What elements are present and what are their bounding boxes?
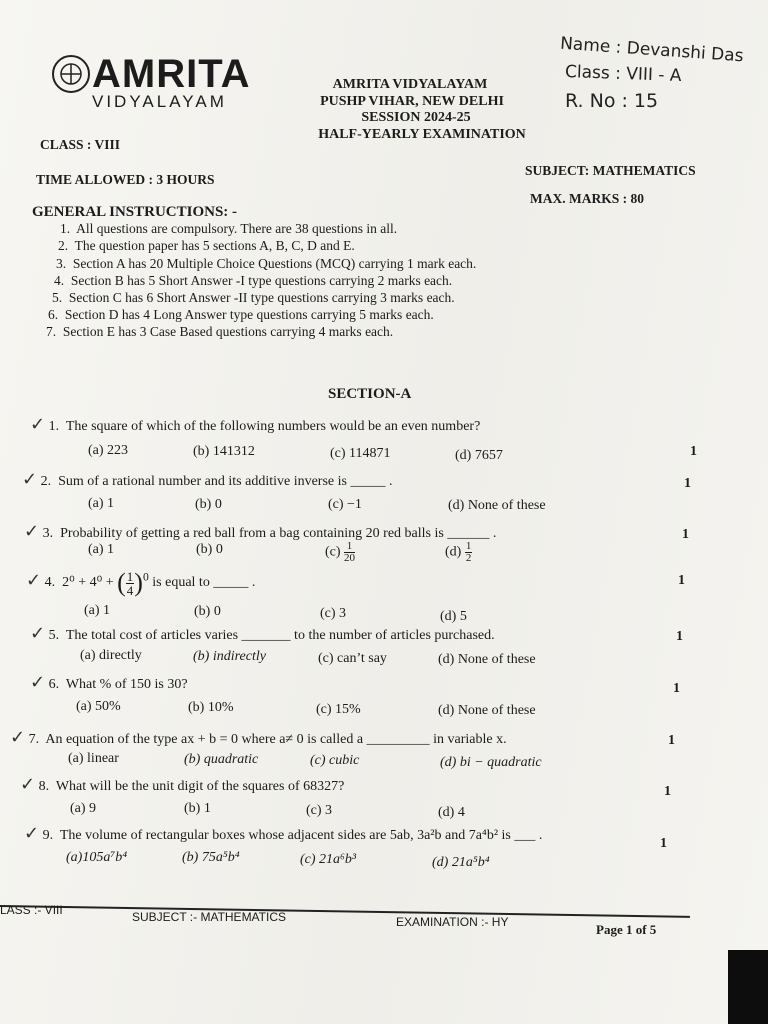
option: (d) 7657 (455, 448, 503, 463)
school-address: PUSHP VIHAR, NEW DELHI (320, 94, 504, 109)
student-roll: R. No : 15 (565, 90, 659, 112)
option: (a)105a⁷b⁴ (66, 850, 128, 865)
option: (d) None of these (438, 652, 536, 667)
student-class: Class : VIII - A (564, 61, 682, 87)
marks: 1 (668, 733, 675, 748)
page-number: Page 1 of 5 (596, 922, 657, 937)
question-7: ✓ 7. An equation of the type ax + b = 0 where a≠ 0 is called a _________ in variable x. (10, 727, 507, 748)
option: (b) 1 (184, 801, 211, 816)
footer-class: LASS :- VIII (0, 903, 63, 917)
question-3: ✓ 3. Probability of getting a red ball from a bag containing 20 red balls is ______ . (24, 521, 497, 542)
logo-subtitle: VIDYALAYAM (92, 92, 227, 111)
school-emblem-icon (50, 52, 92, 96)
option: (c) 15% (316, 702, 361, 717)
check-mark-icon: ✓ (24, 521, 40, 542)
footer-subject: SUBJECT :- MATHEMATICS (132, 910, 287, 924)
instruction-item: 2. The question paper has 5 sections A, B, C, D and E. (58, 238, 355, 253)
question-6: ✓ 6. What % of 150 is 30? (30, 672, 188, 693)
option: (b) 0 (196, 542, 223, 557)
option: (b) 75a⁵b⁴ (182, 850, 240, 865)
option: (d) None of these (438, 703, 536, 718)
option: (b) 10% (188, 700, 234, 715)
option: (c) $\frac{1}{20}$ (325, 540, 356, 564)
logo-title: AMRITA (92, 52, 251, 96)
option: (c) −1 (328, 497, 362, 512)
option: (b) 141312 (193, 444, 255, 459)
marks: 1 (664, 784, 671, 799)
option: (a) 1 (88, 542, 115, 557)
instruction-item: 7. Section E has 3 Case Based questions carrying 4 marks each. (46, 324, 394, 339)
section-title: SECTION-A (328, 386, 412, 402)
question-2: ✓ 2. Sum of a rational number and its additive inverse is _____ . (22, 469, 393, 490)
check-mark-icon: ✓ (30, 414, 46, 435)
marks: 1 (673, 681, 680, 696)
marks: 1 (684, 476, 691, 491)
time-allowed: TIME ALLOWED : 3 HOURS (36, 172, 215, 187)
option: (a) 50% (76, 699, 121, 714)
option: (d) 21a⁵b⁴ (432, 855, 490, 870)
background-edge (728, 950, 768, 1024)
option: (b) 0 (195, 497, 222, 512)
question-1: ✓ 1. The square of which of the following numbers would be an even number? (30, 414, 481, 435)
option: (c) 3 (320, 606, 347, 621)
check-mark-icon: ✓ (30, 623, 46, 644)
instruction-item: 3. Section A has 20 Multiple Choice Questions (MCQ) carrying 1 mark each. (56, 256, 477, 271)
student-name: Name : Devanshi Das (559, 33, 745, 67)
exam-title: HALF-YEARLY EXAMINATION (318, 127, 526, 142)
option: (c) 21a⁶b³ (300, 852, 357, 867)
school-name: AMRITA VIDYALAYAM (332, 77, 488, 92)
option: (c) can’t say (318, 651, 387, 666)
question-9: ✓ 9. The volume of rectangular boxes whose adjacent sides are 5ab, 3a²b and 7a⁴b² is ___ . (24, 823, 543, 844)
check-mark-icon: ✓ (20, 774, 36, 795)
marks: 1 (678, 573, 685, 588)
option: (a) 1 (88, 496, 115, 511)
option: (d) None of these (448, 498, 546, 513)
subject-label: SUBJECT: MATHEMATICS (525, 163, 696, 178)
footer-divider (0, 905, 690, 918)
option: (c) cubic (310, 753, 360, 768)
question-8: ✓ 8. What will be the unit digit of the squares of 68327? (20, 774, 345, 795)
instruction-item: 6. Section D has 4 Long Answer type questions carrying 5 marks each. (48, 307, 434, 322)
option: (d) bi − quadratic (440, 755, 542, 770)
option: (d) 5 (440, 609, 467, 624)
option: (a) directly (80, 648, 142, 663)
instruction-item: 5. Section C has 6 Short Answer -II type questions carrying 3 marks each. (52, 290, 455, 305)
option: (d) $\frac{1}{2}$ (445, 540, 472, 564)
marks: 1 (682, 527, 689, 542)
session: SESSION 2024-25 (361, 110, 471, 125)
option: (b) indirectly (193, 649, 266, 664)
instructions-heading: GENERAL INSTRUCTIONS: - (32, 204, 238, 220)
option: (c) 114871 (330, 446, 391, 461)
marks: 1 (660, 836, 667, 851)
marks: 1 (676, 629, 683, 644)
max-marks: MAX. MARKS : 80 (530, 191, 644, 206)
instruction-item: 1. All questions are compulsory. There are 38 questions in all. (60, 221, 398, 236)
instruction-item: 4. Section B has 5 Short Answer -I type questions carrying 2 marks each. (54, 273, 453, 288)
option: (b) 0 (194, 604, 221, 619)
check-mark-icon: ✓ (30, 672, 46, 693)
option: (b) quadratic (184, 752, 259, 767)
check-mark-icon: ✓ (10, 727, 26, 748)
option: (a) linear (68, 751, 119, 766)
option: (a) 9 (70, 801, 97, 816)
option: (a) 223 (88, 443, 129, 458)
check-mark-icon: ✓ (22, 469, 38, 490)
option: (a) 1 (84, 603, 111, 618)
question-5: ✓ 5. The total cost of articles varies _______ to the number of articles purchased. (30, 623, 495, 644)
check-mark-icon: ✓ (24, 823, 40, 844)
footer-exam: EXAMINATION :- HY (396, 915, 509, 929)
marks: 1 (690, 444, 697, 459)
option: (c) 3 (306, 803, 333, 818)
class-label: CLASS : VIII (40, 137, 121, 152)
question-4: ✓ 4. 2⁰ + 4⁰ + ( $\frac{1}{4}$ )$^0$ is equal to _____ . (26, 568, 256, 598)
option: (d) 4 (438, 805, 465, 820)
check-mark-icon: ✓ (26, 570, 42, 592)
